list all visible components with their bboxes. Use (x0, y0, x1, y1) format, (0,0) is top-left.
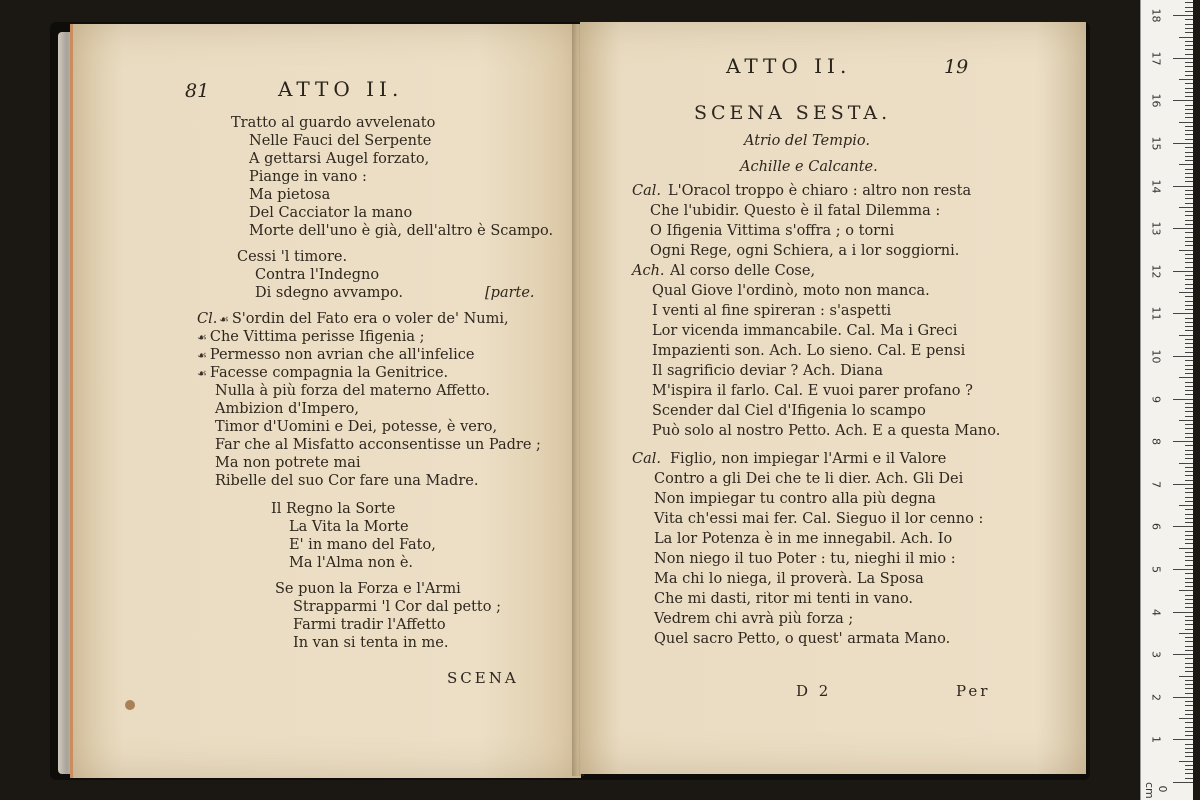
ruler-tick (1179, 164, 1193, 165)
stage-direction: [parte. (485, 285, 535, 301)
speaker-name: Cal. (632, 451, 661, 467)
ruler-tick (1185, 650, 1193, 651)
ruler-tick (1173, 356, 1193, 357)
verse-line: Di sdegno avvampo. (255, 285, 403, 301)
ruler-tick (1173, 654, 1193, 655)
ruler-number: 5 (1149, 566, 1163, 573)
ruler-tick (1185, 492, 1193, 493)
verse-line: Ma non potrete mai (215, 455, 361, 471)
ruler-tick (1185, 190, 1193, 191)
ruler-tick (1173, 399, 1193, 400)
ruler-tick (1185, 139, 1193, 140)
ruler-number: 6 (1149, 523, 1163, 531)
ruler-tick (1185, 501, 1193, 502)
ruler-tick (1185, 658, 1193, 659)
ruler-tick (1185, 330, 1193, 331)
ruler-tick (1185, 203, 1193, 204)
ruler-tick (1185, 360, 1193, 361)
ruler-tick (1185, 390, 1193, 391)
ruler-tick (1185, 88, 1193, 89)
ruler-tick (1185, 211, 1193, 212)
verse-line: La lor Potenza è in me innegabil. Ach. Io (654, 531, 953, 547)
catchword: Per (956, 682, 991, 700)
page-number: 81 (185, 80, 210, 102)
ruler-tick (1179, 79, 1193, 80)
ruler-tick (1185, 343, 1193, 344)
ruler-tick (1185, 701, 1193, 702)
ruler-tick (1185, 603, 1193, 604)
ruler-tick (1185, 582, 1193, 583)
verse-line: Ma chi lo niega, il proverà. La Sposa (654, 571, 924, 587)
ruler-tick (1185, 693, 1193, 694)
ruler-tick (1185, 28, 1193, 29)
ruler-number: 11 (1149, 306, 1163, 321)
ruler-tick (1185, 2, 1193, 3)
quotation-mark-icon: ☙ (219, 313, 229, 326)
verse-line: Tratto al guardo avvelenato (231, 115, 436, 131)
ruler-tick (1185, 416, 1193, 417)
ruler-tick (1185, 552, 1193, 553)
ruler-tick (1185, 518, 1193, 519)
ruler-tick (1179, 250, 1193, 251)
verse-line: Il sagrificio deviar ? Ach. Diana (652, 363, 883, 379)
verse-line: Contro a gli Dei che te li dier. Ach. Gli Dei (654, 471, 964, 487)
verse-line: Se puon la Forza e l'Armi (275, 581, 461, 597)
verse-line: Non impiegar tu contro alla più degna (654, 491, 936, 507)
verse-line: A gettarsi Augel forzato, (249, 151, 430, 167)
verse-line: Vedrem chi avrà più forza ; (654, 611, 854, 627)
verse-line: ☙ Facesse compagnia la Genitrice. (197, 365, 449, 381)
ruler-tick (1173, 441, 1193, 442)
ruler-tick (1185, 7, 1193, 8)
ruler-tick (1185, 595, 1193, 596)
ruler-tick (1179, 207, 1193, 208)
ruler-tick (1185, 92, 1193, 93)
ruler-tick (1185, 578, 1193, 579)
verse-line: Morte dell'uno è già, dell'altro è Scampo. (249, 223, 554, 239)
verse-line: Strapparmi 'l Cor dal petto ; (293, 599, 501, 615)
ruler-tick (1185, 369, 1193, 370)
ruler-tick (1185, 322, 1193, 323)
ruler-number: 18 (1149, 8, 1163, 23)
ruler-tick (1185, 539, 1193, 540)
ruler-tick (1179, 420, 1193, 421)
ruler-tick (1185, 680, 1193, 681)
ruler-tick (1185, 352, 1193, 353)
verse-line: Nelle Fauci del Serpente (249, 133, 432, 149)
ruler-tick (1185, 445, 1193, 446)
ruler-tick (1185, 126, 1193, 127)
ruler-tick (1185, 411, 1193, 412)
ruler-tick (1185, 134, 1193, 135)
verse-line: Ma pietosa (249, 187, 331, 203)
ruler-tick (1185, 586, 1193, 587)
ruler-tick (1185, 556, 1193, 557)
ruler-number: 10 (1149, 349, 1163, 364)
verse-line: Vita ch'essi mai fer. Cal. Sieguo il lor cenno : (654, 511, 984, 527)
ruler-tick (1185, 156, 1193, 157)
ruler-tick (1185, 177, 1193, 178)
verse-line: Non niego il tuo Poter : tu, nieghi il mio : (654, 551, 956, 567)
ruler-tick (1185, 684, 1193, 685)
ruler-tick (1185, 347, 1193, 348)
ruler-tick (1185, 49, 1193, 50)
ruler-tick (1185, 41, 1193, 42)
ruler-tick (1185, 62, 1193, 63)
ruler-number: 16 (1149, 93, 1163, 108)
ruler-number: 13 (1149, 221, 1163, 236)
ruler-tick (1185, 735, 1193, 736)
ruler-tick (1173, 612, 1193, 613)
ruler-tick (1179, 548, 1193, 549)
ruler-tick (1173, 484, 1193, 485)
scene-title: SCENA SESTA. (694, 102, 892, 124)
ruler-tick (1185, 279, 1193, 280)
ruler-tick (1185, 475, 1193, 476)
ruler-number: 0 cm (1143, 782, 1169, 799)
ruler-tick (1185, 573, 1193, 574)
ruler-tick (1185, 305, 1193, 306)
quotation-mark-icon: ☙ (197, 331, 207, 344)
verse-line: ☙ Che Vittima perisse Ifigenia ; (197, 329, 425, 345)
ruler-tick (1185, 641, 1193, 642)
ruler-tick (1185, 710, 1193, 711)
ruler-tick (1185, 147, 1193, 148)
ruler-tick (1185, 637, 1193, 638)
verse-line: Che mi dasti, ritor mi tenti in vano. (654, 591, 913, 607)
ruler-tick (1173, 58, 1193, 59)
ruler-tick (1185, 19, 1193, 20)
ruler-tick (1185, 224, 1193, 225)
ruler-tick (1185, 241, 1193, 242)
ruler-tick (1179, 335, 1193, 336)
ruler-tick (1185, 258, 1193, 259)
ruler-tick (1185, 254, 1193, 255)
ruler-tick (1185, 152, 1193, 153)
ruler-tick (1185, 117, 1193, 118)
verse-line: Qual Giove l'ordinò, moto non manca. (652, 283, 930, 299)
ruler-tick (1173, 143, 1193, 144)
scene-characters: Achille e Calcante. (740, 159, 878, 175)
ruler-tick (1185, 688, 1193, 689)
ruler-tick (1185, 373, 1193, 374)
ruler-tick (1173, 782, 1193, 783)
ruler-tick (1185, 130, 1193, 131)
verse-line: Impazienti son. Ach. Lo sieno. Cal. E pensi (652, 343, 966, 359)
ruler-tick (1185, 301, 1193, 302)
ruler-tick (1185, 11, 1193, 12)
ruler-tick (1185, 109, 1193, 110)
ruler-tick (1185, 394, 1193, 395)
ruler-tick (1185, 748, 1193, 749)
ruler-tick (1185, 437, 1193, 438)
ruler-tick (1185, 237, 1193, 238)
ruler-tick (1185, 756, 1193, 757)
ruler-tick (1185, 560, 1193, 561)
ruler-tick (1185, 454, 1193, 455)
ruler-tick (1185, 616, 1193, 617)
ruler-tick (1185, 458, 1193, 459)
ruler-tick (1185, 488, 1193, 489)
ruler-tick (1185, 671, 1193, 672)
ruler-tick (1185, 288, 1193, 289)
verse-line: Quel sacro Petto, o quest' armata Mano. (654, 631, 951, 647)
ruler-tick (1185, 220, 1193, 221)
ruler-tick (1185, 24, 1193, 25)
ruler-tick (1185, 318, 1193, 319)
ruler-tick (1185, 296, 1193, 297)
ruler-tick (1185, 407, 1193, 408)
measurement-ruler (1140, 0, 1193, 800)
ruler-tick (1185, 83, 1193, 84)
ruler-tick (1185, 769, 1193, 770)
verse-line: Farmi tradir l'Affetto (293, 617, 446, 633)
ruler-tick (1173, 186, 1193, 187)
ruler-number: 9 (1149, 395, 1163, 403)
ruler-number: 3 (1149, 651, 1163, 659)
verse-line: E' in mano del Fato, (289, 537, 436, 553)
ruler-tick (1185, 382, 1193, 383)
ruler-number: 7 (1149, 480, 1163, 488)
ruler-tick (1173, 271, 1193, 272)
ruler-tick (1185, 365, 1193, 366)
ruler-tick (1173, 526, 1193, 527)
ruler-tick (1179, 292, 1193, 293)
speaker-name: Ach. (632, 263, 665, 279)
catchword: SCENA (447, 669, 519, 687)
ruler-tick (1185, 714, 1193, 715)
ruler-tick (1185, 471, 1193, 472)
ruler-number: 12 (1149, 264, 1163, 279)
ruler-tick (1185, 75, 1193, 76)
running-head: ATTO II. (726, 54, 852, 78)
ruler-tick (1185, 275, 1193, 276)
ruler-tick (1185, 480, 1193, 481)
verse-line: La Vita la Morte (289, 519, 409, 535)
ruler-tick (1185, 194, 1193, 195)
running-head: ATTO II. (278, 77, 404, 101)
ruler-tick (1179, 676, 1193, 677)
ruler-tick (1185, 629, 1193, 630)
ruler-tick (1173, 569, 1193, 570)
ruler-tick (1173, 313, 1193, 314)
verse-line: Ambizion d'Impero, (215, 401, 359, 417)
ruler-number: 1 (1149, 736, 1163, 744)
ruler-tick (1185, 565, 1193, 566)
verse-line: Cessi 'l timore. (237, 249, 348, 265)
verse-line: Nulla à più forza del materno Affetto. (215, 383, 490, 399)
ruler-tick (1173, 697, 1193, 698)
ruler-tick (1173, 100, 1193, 101)
ruler-tick (1185, 262, 1193, 263)
ruler-tick (1185, 514, 1193, 515)
ruler-tick (1173, 15, 1193, 16)
ruler-tick (1185, 245, 1193, 246)
ruler-tick (1185, 169, 1193, 170)
ruler-tick (1185, 752, 1193, 753)
ruler-number: 14 (1149, 179, 1163, 194)
ruler-tick (1173, 228, 1193, 229)
ruler-tick (1185, 32, 1193, 33)
verse-line: ☙ S'ordin del Fato era o voler de' Numi, (219, 311, 509, 327)
ruler-tick (1185, 96, 1193, 97)
quotation-mark-icon: ☙ (197, 349, 207, 362)
ruler-tick (1185, 326, 1193, 327)
ruler-tick (1185, 450, 1193, 451)
quotation-mark-icon: ☙ (197, 367, 207, 380)
verse-line: O Ifigenia Vittima s'offra ; o torni (650, 223, 895, 239)
ruler-tick (1185, 215, 1193, 216)
verse-line: Ma l'Alma non è. (289, 555, 414, 571)
verse-line: Il Regno la Sorte (271, 501, 396, 517)
ruler-tick (1185, 744, 1193, 745)
ink-stain (125, 700, 135, 710)
ruler-tick (1185, 181, 1193, 182)
ruler-tick (1185, 522, 1193, 523)
ruler-tick (1185, 773, 1193, 774)
ruler-tick (1185, 45, 1193, 46)
verse-line: Può solo al nostro Petto. Ach. E a questa Mano. (652, 423, 1001, 439)
ruler-tick (1179, 590, 1193, 591)
ruler-tick (1185, 309, 1193, 310)
ruler-tick (1179, 122, 1193, 123)
ruler-tick (1185, 428, 1193, 429)
ruler-tick (1179, 37, 1193, 38)
ruler-tick (1179, 633, 1193, 634)
ruler-tick (1185, 509, 1193, 510)
ruler-number: 2 (1149, 693, 1163, 701)
verse-line: Timor d'Uomini e Dei, potesse, è vero, (215, 419, 498, 435)
ruler-tick (1179, 718, 1193, 719)
ruler-tick (1185, 267, 1193, 268)
left-page (70, 24, 581, 778)
ruler-tick (1185, 778, 1193, 779)
verse-line: L'Oracol troppo è chiaro : altro non resta (668, 183, 972, 199)
verse-line: Far che al Misfatto acconsentisse un Padre ; (215, 437, 541, 453)
ruler-tick (1185, 386, 1193, 387)
verse-line: In van si tenta in me. (293, 635, 449, 651)
verse-line: Piange in vano : (249, 169, 367, 185)
ruler-tick (1185, 232, 1193, 233)
ruler-tick (1185, 198, 1193, 199)
ruler-tick (1185, 535, 1193, 536)
signature-mark: D 2 (796, 682, 832, 700)
ruler-tick (1185, 607, 1193, 608)
verse-line: Che l'ubidir. Questo è il fatal Dilemma : (650, 203, 941, 219)
ruler-tick (1185, 113, 1193, 114)
verse-line: Al corso delle Cose, (670, 263, 816, 279)
ruler-tick (1185, 284, 1193, 285)
speaker-name: Cl. (197, 311, 218, 327)
verse-line: Scender dal Ciel d'Ifigenia lo scampo (652, 403, 926, 419)
ruler-tick (1173, 739, 1193, 740)
ruler-tick (1185, 424, 1193, 425)
right-page (580, 22, 1086, 774)
ruler-tick (1185, 646, 1193, 647)
verse-line: Lor vicenda immancabile. Cal. Ma i Greci (652, 323, 958, 339)
ruler-tick (1185, 173, 1193, 174)
ruler-tick (1185, 433, 1193, 434)
verse-line: I venti al fine spireran : s'aspetti (652, 303, 892, 319)
ruler-tick (1185, 624, 1193, 625)
ruler-tick (1185, 467, 1193, 468)
scene-setting: Atrio del Tempio. (744, 133, 870, 149)
ruler-tick (1179, 761, 1193, 762)
ruler-tick (1185, 705, 1193, 706)
ruler-tick (1185, 667, 1193, 668)
verse-line: Ogni Rege, ogni Schiera, a i lor soggiorni. (650, 243, 960, 259)
ruler-tick (1185, 663, 1193, 664)
ruler-tick (1185, 497, 1193, 498)
ruler-tick (1185, 620, 1193, 621)
ruler-tick (1179, 377, 1193, 378)
ruler-tick (1185, 731, 1193, 732)
ruler-number: 15 (1149, 136, 1163, 151)
page-number: 19 (944, 56, 969, 78)
ruler-tick (1185, 722, 1193, 723)
ruler-tick (1185, 160, 1193, 161)
ruler-number: 17 (1149, 51, 1163, 66)
ruler-tick (1185, 765, 1193, 766)
ruler-tick (1185, 339, 1193, 340)
verse-line: M'ispira il farlo. Cal. E vuoi parer profano ? (652, 383, 973, 399)
ruler-tick (1185, 727, 1193, 728)
ruler-tick (1185, 66, 1193, 67)
ruler-tick (1185, 105, 1193, 106)
verse-line: ☙ Permesso non avrian che all'infelice (197, 347, 475, 363)
ruler-tick (1185, 54, 1193, 55)
ruler-tick (1185, 531, 1193, 532)
verse-line: Ribelle del suo Cor fare una Madre. (215, 473, 479, 489)
verse-line: Figlio, non impiegar l'Armi e il Valore (670, 451, 947, 467)
verse-line: Contra l'Indegno (255, 267, 380, 283)
ruler-tick (1185, 403, 1193, 404)
ruler-tick (1185, 543, 1193, 544)
ruler-number: 8 (1149, 438, 1163, 446)
ruler-tick (1185, 71, 1193, 72)
ruler-tick (1179, 505, 1193, 506)
ruler-tick (1185, 599, 1193, 600)
ruler-number: 4 (1149, 608, 1163, 616)
verse-line: Del Cacciator la mano (249, 205, 413, 221)
speaker-name: Cal. (632, 183, 661, 199)
ruler-tick (1179, 463, 1193, 464)
